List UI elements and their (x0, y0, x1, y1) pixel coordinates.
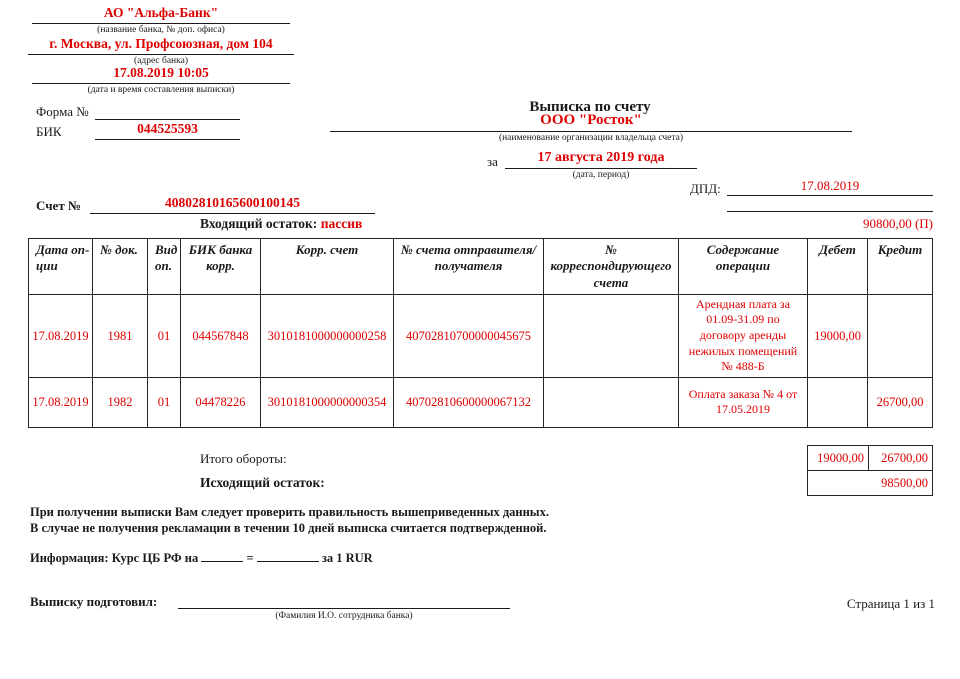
col-header-op-type: Вид оп. (148, 239, 181, 295)
cell-corresponding-account (544, 294, 679, 377)
notice-line-1: При получении выписки Вам следует проверить правильность вышеприведенных данных. (30, 505, 549, 519)
cell-sender-account: 40702810600000067132 (394, 377, 544, 427)
bank-address-caption: (адрес банка) (134, 56, 188, 66)
cell-corr-account: 3010181000000000258 (261, 294, 394, 377)
notice-line-2: В случае не получения рекламации в течении 10 дней выписка считается подтвержденной. (30, 521, 547, 535)
opening-balance-amount: 90800,00 (П) (862, 216, 933, 231)
cell-corr-account: 3010181000000000354 (261, 377, 394, 427)
opening-balance-value: пассив (320, 216, 363, 231)
col-header-date: Дата оп-ции (29, 239, 93, 295)
cell-date: 17.08.2019 (29, 377, 93, 427)
period-caption: (дата, период) (572, 170, 630, 180)
dpd-label: ДПД: (690, 181, 721, 196)
closing-balance-amount: 98500,00 (808, 471, 933, 496)
cell-op-type: 01 (148, 294, 181, 377)
operations-table (28, 238, 933, 428)
prepared-by-label: Выписку подготовил: (30, 594, 158, 609)
col-header-corresponding-account: № корреспондирующего счета (544, 239, 679, 295)
opening-balance (200, 216, 362, 232)
col-header-sender-account: № счета отправителя/ получателя (394, 239, 544, 295)
prepared-by-signature-line (178, 592, 510, 609)
col-header-debit: Дебет (808, 239, 868, 295)
bank-name: АО "Альфа-Банк" (32, 5, 290, 24)
page-number: Страница 1 из 1 (846, 596, 935, 611)
turnover-credit-total: 26700,00 (869, 446, 933, 471)
table-row (29, 377, 933, 427)
cell-date: 17.08.2019 (29, 294, 93, 377)
bank-name-caption: (название банка, № доп. офиса) (97, 25, 225, 35)
exchange-rate-value-blank (257, 549, 319, 562)
col-header-description: Содержание операции (679, 239, 808, 295)
cell-description: Оплата заказа № 4 от 17.05.2019 (679, 377, 808, 427)
cell-bik: 044567848 (181, 294, 261, 377)
exchange-rate-prefix: Информация: Курс ЦБ РФ на (30, 551, 199, 565)
col-header-bik: БИК банка корр. (181, 239, 261, 295)
form-number-field (95, 102, 240, 120)
dpd-value: 17.08.2019 (727, 178, 933, 196)
turnover-total-row (808, 446, 933, 471)
cell-debit (808, 377, 868, 427)
bik-label: БИК (36, 124, 62, 139)
turnover-debit-total: 19000,00 (808, 446, 869, 471)
account-number-label: Счет № (36, 198, 82, 213)
col-header-doc-number: № док. (93, 239, 148, 295)
closing-balance-row (808, 471, 933, 496)
table-header-row (29, 239, 933, 295)
statement-datetime-caption: (дата и время составления выписки) (87, 85, 235, 95)
prepared-by-caption: (Фамилия И.О. сотрудника банка) (275, 611, 413, 621)
cell-credit: 26700,00 (868, 377, 933, 427)
col-header-credit: Кредит (868, 239, 933, 295)
dpd-blank-line (727, 198, 933, 212)
col-header-corr-account: Корр. счет (261, 239, 394, 295)
closing-balance-label: Исходящий остаток: (200, 475, 325, 490)
statement-title: Выписка по счету (529, 99, 651, 115)
cell-doc-number: 1981 (93, 294, 148, 377)
cell-corresponding-account (544, 377, 679, 427)
opening-balance-label: Входящий остаток: (200, 216, 318, 231)
cell-credit (868, 294, 933, 377)
form-number-label: Форма № (36, 104, 89, 119)
account-number-value: 40802810165600100145 (90, 195, 375, 214)
cell-doc-number: 1982 (93, 377, 148, 427)
exchange-rate-date-blank (201, 549, 243, 562)
period-prefix-label: за (487, 154, 498, 169)
statement-datetime: 17.08.2019 10:05 (32, 65, 290, 84)
turnover-total-label: Итого обороты: (200, 451, 287, 466)
cell-sender-account: 40702810700000045675 (394, 294, 544, 377)
table-row (29, 294, 933, 377)
exchange-rate-info-line (30, 549, 373, 566)
equals-sign: = (246, 551, 254, 565)
org-name-caption: (наименование организации владельца счета) (498, 133, 684, 143)
cell-debit: 19000,00 (808, 294, 868, 377)
cell-op-type: 01 (148, 377, 181, 427)
cell-bik: 04478226 (181, 377, 261, 427)
cell-description: Арендная плата за 01.09-31.09 по договору аренды нежилых помещений № 488-Б (679, 294, 808, 377)
bik-value: 044525593 (95, 121, 240, 140)
period-value: 17 августа 2019 года (505, 150, 697, 169)
bank-address: г. Москва, ул. Профсоюзная, дом 104 (28, 36, 294, 55)
exchange-rate-suffix: за 1 RUR (321, 551, 373, 565)
org-name: ООО "Росток" (330, 112, 852, 132)
totals-table (807, 445, 933, 496)
